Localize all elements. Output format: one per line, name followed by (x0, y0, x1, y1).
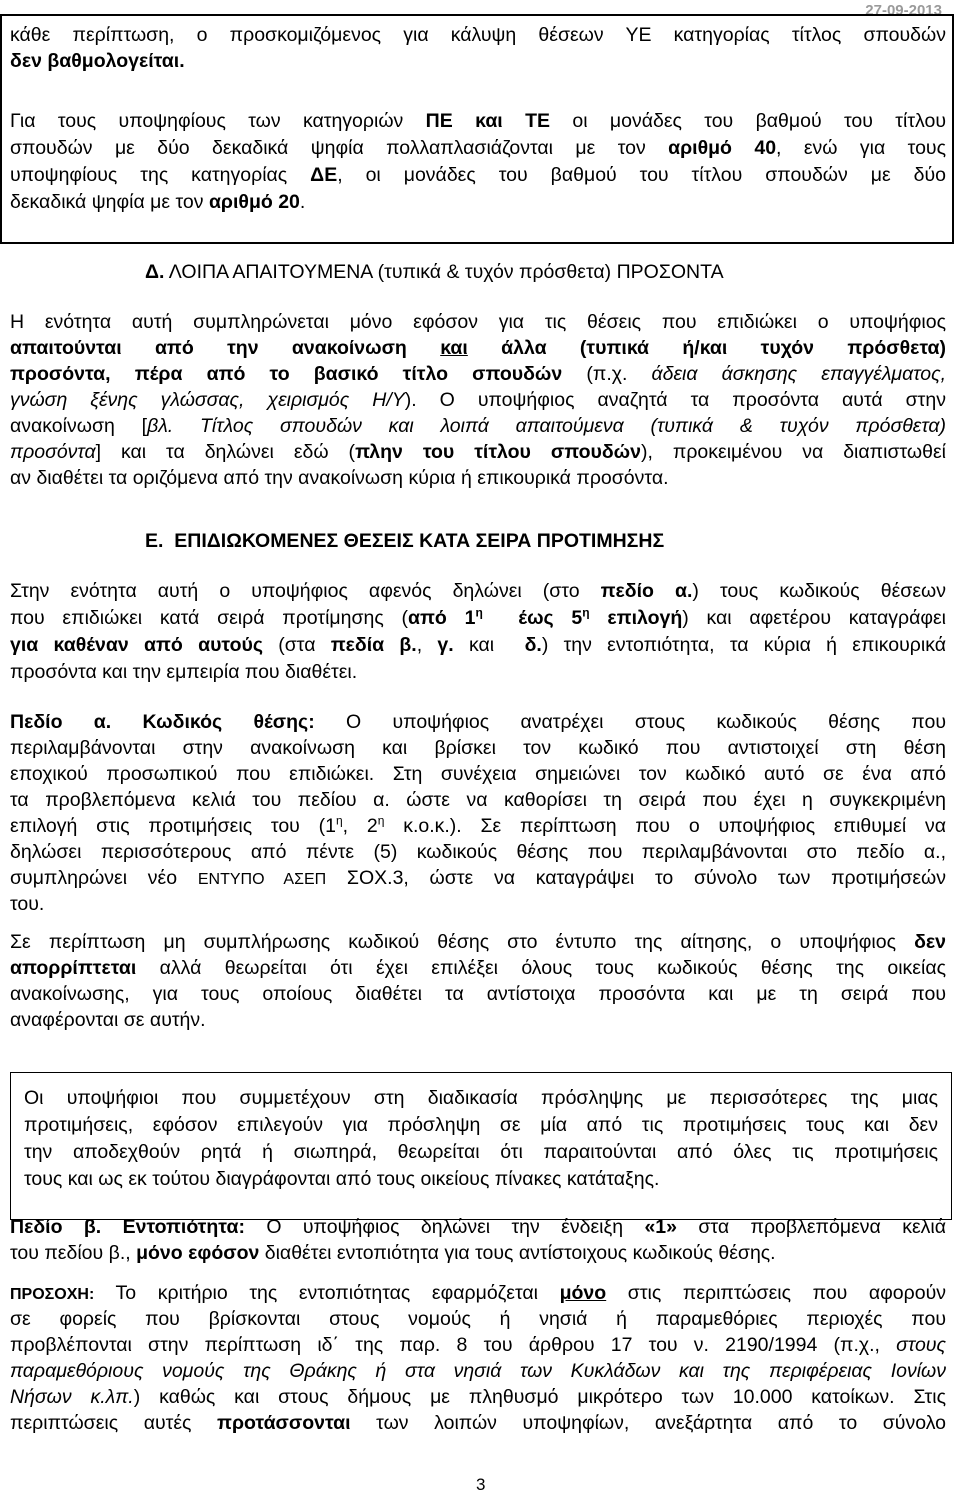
section-d-line-3: προσόντα, πέρα από το βασικό τίτλο σπουδών (π.χ. άδεια άσκησης επαγγέλματος, (10, 363, 946, 385)
attention-line-2: σε φορείς που βρίσκονται στους νομούς ή νησιά ή παραμεθόριες περιοχές που (10, 1308, 946, 1330)
no-code-line-1: Σε περίπτωση μη συμπλήρωσης κωδικού θέσης στο έντυπο της αίτησης, ο υποψήφιος δεν (10, 931, 946, 953)
attention-line-1: ΠΡΟΣΟΧΗ: Το κριτήριο της εντοπιότητας εφαρμόζεται μόνο στις περιπτώσεις που αφορούν (10, 1282, 946, 1304)
section-d-line-1: Η ενότητα αυτή συμπληρώνεται μόνο εφόσον για τις θέσεις που επιδιώκει ο υποψήφιος (10, 311, 946, 333)
note-line-3: την αποδεχθούν ρητά ή σιωπηρά, θεωρείται ότι παραιτούνται από όλες τις προτιμήσεις (24, 1141, 938, 1163)
section-e-line-1: Στην ενότητα αυτή ο υποψήφιος αφενός δηλώνει (στο πεδίο α.) τους κωδικούς θέσεων (10, 580, 946, 602)
header-date: 27-09-2013 (865, 2, 942, 19)
field-a-line-2: περιλαμβάνονται στην ανακοίνωση και βρίσκει τον κωδικό που αντιστοιχεί στη θέση (10, 737, 946, 759)
field-a-line-6: δηλώσει περισσότερους από πέντε (5) κωδικούς θέσης που περιλαμβάνονται στο πεδίο α., (10, 841, 946, 863)
grade-line-4: δεκαδικά ψηφία με τον αριθμό 20. (10, 191, 306, 213)
field-a-line-5: επιλογή στις προτιμήσεις του ($1^\eta$, $2^\eta$ κ.ο.κ.). Σε περίπτωση που ο υποψήφιος επιθυμεί να (10, 813, 946, 837)
section-e-heading: Ε. ΕΠΙΔΙΩΚΟΜΕΝΕΣ ΘΕΣΕΙΣ ΚΑΤΑ ΣΕΙΡΑ ΠΡΟΤΙΜΗΣΗΣ (145, 530, 665, 552)
note-line-2: προτιμήσεις, εφόσον επιλεγούν για πρόσληψη σε μία από τις προτιμήσεις τους και δεν (24, 1114, 938, 1136)
field-b-line-1: Πεδίο β. Εντοπιότητα: Ο υποψήφιος δηλώνει την ένδειξη «1» στα προβλεπόμενα κελιά (10, 1216, 946, 1238)
attention-line-4: παραμεθόριους νομούς της Θράκης ή στα νησιά των Κυκλάδων και της περιφέρειας Ιονίων (10, 1360, 946, 1382)
attention-line-3: προβλέπονται στην περίπτωση ιδ΄ της παρ. 8 του άρθρου 17 του ν. 2190/1994 (π.χ., στους (10, 1334, 946, 1356)
intro-line-1: κάθε περίπτωση, ο προσκομιζόμενος για κάλυψη θέσεων ΥΕ κατηγορίας τίτλος σπουδών (10, 24, 946, 46)
attention-line-5: Νήσων κ.λπ.) καθώς και στους δήμους με πληθυσμό μικρότερο των 10.000 κατοίκων. Στις (10, 1386, 946, 1408)
grade-line-3: υποψηφίους της κατηγορίας ΔΕ, οι μονάδες του βαθμού του τίτλου σπουδών με δύο (10, 164, 946, 186)
field-a-line-8: του. (10, 893, 45, 915)
section-d-line-7: αν διαθέτει τα οριζόμενα από την ανακοίνωση κύρια ή επικουρικά προσόντα. (10, 467, 669, 489)
field-a-line-7: συμπληρώνει νέο ΕΝΤΥΠΟ ΑΣΕΠ ΣΟΧ.3, ώστε να καταγράψει το σύνολο των προτιμήσεών (10, 867, 946, 889)
section-e-line-2: που επιδιώκει κατά σειρά προτίμησης (από $1^\eta$ έως $5^\eta$ επιλογή) και αφετέρου καταγράφει (10, 605, 947, 629)
attention-line-6: περιπτώσεις αυτές προτάσσονται των λοιπών υποψηφίων, ανεξάρτητα από το σύνολο (10, 1412, 946, 1434)
field-a-line-4: τα προβλεπόμενα κελιά του πεδίου α. ώστε να καθορίσει τη σειρά που έχει η συγκεκριμένη (10, 789, 946, 811)
no-code-line-4: αναφέρονται σε αυτήν. (10, 1009, 206, 1031)
grade-line-1: Για τους υποψηφίους των κατηγοριών ΠΕ και ΤΕ οι μονάδες του βαθμού του τίτλου (10, 110, 946, 132)
grade-line-2: σπουδών με δύο δεκαδικά ψηφία πολλαπλασιάζονται με τον αριθμό 40, ενώ για τους (10, 137, 946, 159)
no-code-line-3: ανακοίνωσης, για τους οποίους διαθέτει τα αντίστοιχα προσόντα και με τη σειρά που (10, 983, 946, 1005)
section-d-line-4: γνώση ξένης γλώσσας, χειρισμός Η/Υ). Ο υποψήφιος αναζητά τα προσόντα αυτά στην (10, 389, 946, 411)
intro-line-2: δεν βαθμολογείται. (10, 50, 185, 72)
field-b-line-2: του πεδίου β., μόνο εφόσον διαθέτει εντοπιότητα για τους αντίστοιχους κωδικούς θέσης. (10, 1242, 776, 1264)
page-number: 3 (476, 1475, 486, 1494)
no-code-line-2: απορρίπτεται αλλά θεωρείται ότι έχει επιλέξει όλους τους κωδικούς θέσης της οικείας (10, 957, 946, 979)
section-d-line-2: απαιτούνται από την ανακοίνωση και άλλα (τυπικά ή/και τυχόν πρόσθετα) (10, 337, 947, 359)
section-e-line-3: για καθέναν από αυτούς (στα πεδία β., γ. και δ.) την εντοπιότητα, τα κύρια ή επικουρικά (10, 634, 946, 656)
section-e-line-4: προσόντα και την εμπειρία που διαθέτει. (10, 661, 358, 683)
field-a-line-3: εποχικού προσωπικού που επιδιώκει. Στη συνέχεια σημειώνει τον κωδικό αυτό σε ένα από (10, 763, 946, 785)
section-d-line-5: ανακοίνωση [βλ. Τίτλος σπουδών και λοιπά απαιτούμενα (τυπικά & τυχόν πρόσθετα) (10, 415, 946, 437)
section-d-heading: Δ. ΛΟΙΠΑ ΑΠΑΙΤΟΥΜΕΝΑ (τυπικά & τυχόν πρόσθετα) ΠΡΟΣΟΝΤΑ (145, 261, 724, 283)
note-line-4: τους και ως εκ τούτου διαγράφονται από τους οικείους πίνακες κατάταξης. (24, 1168, 660, 1190)
note-line-1: Οι υποψήφιοι που συμμετέχουν στη διαδικασία πρόσληψης με περισσότερες της μιας (24, 1087, 938, 1109)
section-d-line-6: προσόντα] και τα δηλώνει εδώ (πλην του τίτλου σπουδών), προκειμένου να διαπιστωθεί (10, 441, 946, 463)
field-a-line-1: Πεδίο α. Κωδικός θέσης: Ο υποψήφιος ανατρέχει στους κωδικούς θέσης που (10, 711, 946, 733)
